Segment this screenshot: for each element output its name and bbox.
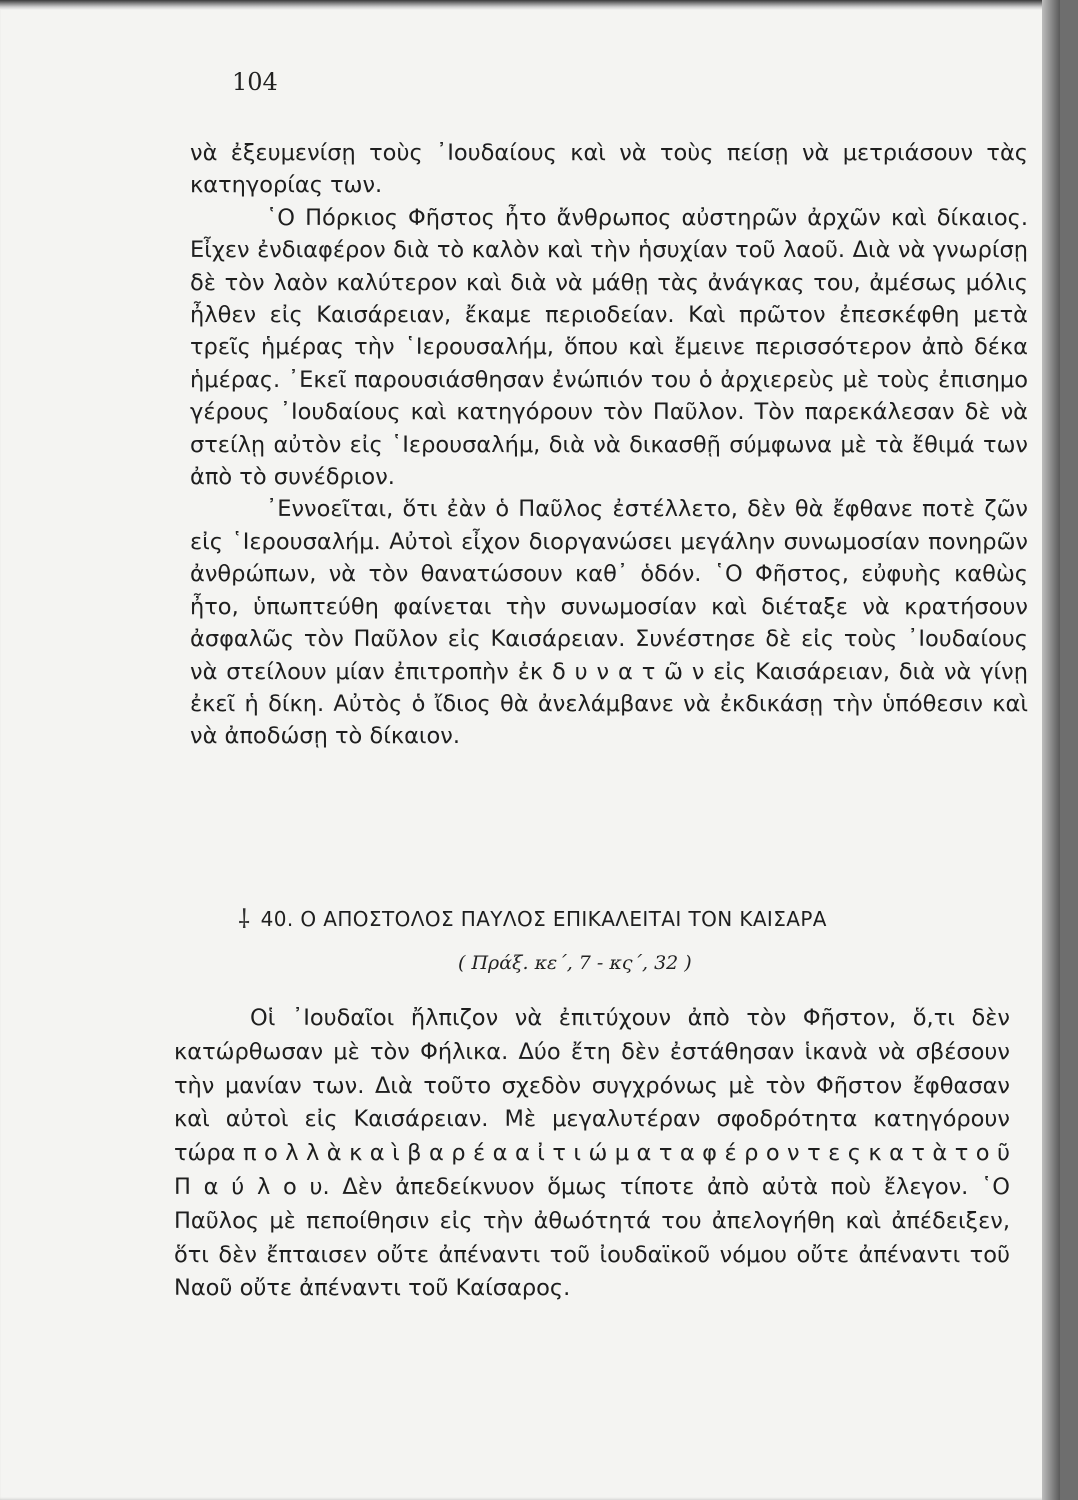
paragraph-conspiracy: ᾿Εννοεῖται, ὅτι ἐὰν ὁ Παῦλος ἐστέλλετο, δὲν θὰ ἔφθανε ποτὲ ζῶν εἰς ῾Ιερουσαλήμ. Αὐτοὶ εἶχον διοργανώσει μεγάλην συνωμοσίαν πονηρῶν ἀνθρώπων, νὰ τὸν θανατώσουν καθ᾿ ὁδόν. ῾Ο Φῆστος, εὐφυὴς καθὼς ἦτο, ὑπωπτεύθη φαίνεται τὴν συνωμοσίαν καὶ διέταξε νὰ κρατήσουν ἀσφαλῶς τὸν Παῦλον εἰς Καισάρειαν. Συνέστησε δὲ εἰς τοὺς ᾿Ιουδαίους νὰ στείλουν μίαν ἐπιτροπὴν ἐκ δ υ ν α τ ῶ ν εἰς Καισάρειαν, διὰ νὰ γίνῃ ἐκεῖ ἡ δίκη. Αὐτὸς ὁ ἴδιος θὰ ἀνελάμβανε νὰ ἐκδικάσῃ τὴν ὑπόθεσιν καὶ νὰ ἀποδώσῃ τὸ δίκαιον. bbox=[190, 496, 1028, 750]
paragraph-continuation: νὰ ἐξευμενίσῃ τοὺς ᾿Ιουδαίους καὶ νὰ τοὺς πείσῃ νὰ μετριάσουν τὰς κατηγορίας των. bbox=[190, 140, 1028, 199]
section-title: 40. Ο ΑΠΟΣΤΟΛΟΣ ΠΑΥΛΟΣ ΕΠΙΚΑΛΕΙΤΑΙ ΤΟΝ ΚΑΙΣΑΡΑ bbox=[260, 907, 827, 931]
scripture-reference: ( Πράξ. κε΄, 7 - κς΄, 32 ) bbox=[458, 952, 692, 974]
page-number: 104 bbox=[232, 68, 278, 96]
page-top-edge bbox=[0, 0, 1060, 10]
body-text-top bbox=[190, 137, 1028, 753]
paragraph-accusations: Οἱ ᾿Ιουδαῖοι ἤλπιζον νὰ ἐπιτύχουν ἀπὸ τὸν Φῆστον, ὅ,τι δὲν κατώρθωσαν μὲ τὸν Φήλικα. Δύο ἔτη δὲν ἐστάθησαν ἱκανὰ νὰ σβέσουν τὴν μανίαν των. Διὰ τοῦτο σχεδὸν συγχρόνως μὲ τὸν Φῆστον ἔφθασαν καὶ αὐτοὶ εἰς Καισάρειαν. Μὲ μεγαλυτέραν σφοδρότητα κατηγόρουν τώρα π ο λ λ ὰ κ α ὶ β α ρ έ α α ἰ τ ι ώ μ α τ α φ έ ρ ο ν τ ε ς κ α τ ὰ τ ο ῦ Π α ύ λ ο υ. Δὲν ἀπεδείκνυον ὅμως τίποτε ἀπὸ αὐτὰ ποὺ ἔλεγον. ῾Ο Παῦλος μὲ πεποίθησιν εἰς τὴν ἀθωότητά του ἀπελογήθη καὶ ἀπέδειξεν, ὅτι δὲν ἔπταισεν οὔτε ἀπέναντι τοῦ ἰουδαϊκοῦ νόμου οὔτε ἀπέναντι τοῦ Ναοῦ οὔτε ἀπέναντι τοῦ Καίσαρος. bbox=[174, 1005, 1010, 1302]
margin-mark-icon: ⸸ bbox=[238, 905, 251, 935]
body-text-bottom bbox=[174, 1002, 1010, 1306]
section-heading bbox=[238, 900, 958, 936]
page-right-edge bbox=[1042, 0, 1060, 1500]
paragraph-festus: ῾Ο Πόρκιος Φῆστος ἦτο ἄνθρωπος αὐστηρῶν ἀρχῶν καὶ δίκαιος. Εἶχεν ἐνδιαφέρον διὰ τὸ καλὸν καὶ τὴν ἡσυχίαν τοῦ λαοῦ. Διὰ νὰ γνωρίσῃ δὲ τὸν λαὸν καλύτερον καὶ διὰ νὰ μάθῃ τὰς ἀνάγκας του, ἀμέσως μόλις ἦλθεν εἰς Καισάρειαν, ἔκαμε περιοδείαν. Καὶ πρῶτον ἐπεσκέφθη μετὰ τρεῖς ἡμέρας τὴν ῾Ιερουσαλήμ, ὅπου καὶ ἔμεινε περισσότερον ἀπὸ δέκα ἡμέρας. ᾿Εκεῖ παρουσιάσθησαν ἐνώπιόν του ὁ ἀρχιερεὺς μὲ τοὺς ἐπισημο γέρους ᾿Ιουδαίους καὶ κατηγόρουν τὸν Παῦλον. Τὸν παρεκάλεσαν δὲ νὰ στείλῃ αὐτὸν εἰς ῾Ιερουσαλήμ, διὰ νὰ δικασθῇ σύμφωνα μὲ τὰ ἔθιμά των ἀπὸ τὸ συνέδριον. bbox=[190, 204, 1028, 491]
